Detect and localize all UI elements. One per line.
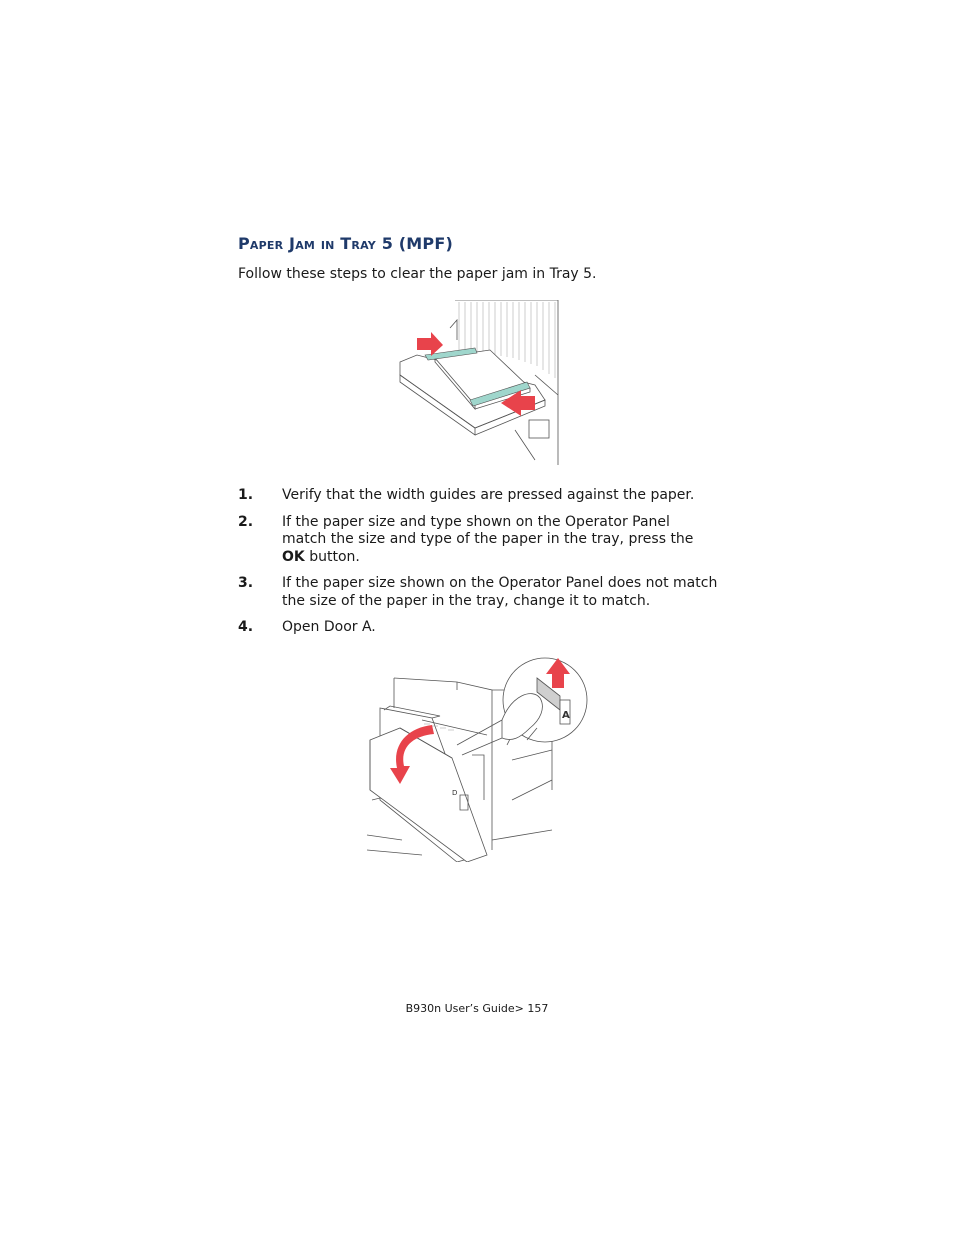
step-text-end: button. (304, 548, 360, 565)
procedure-steps (238, 487, 718, 646)
ok-button-reference: OK (282, 548, 305, 565)
step-number: 1. (238, 487, 254, 503)
step-text: If the paper size and type shown on the Operator Panel match the size and type of the paper in the tray, press the (282, 513, 694, 547)
step-text: If the paper size shown on the Operator Panel does not match the size of the paper in the tray, change it to match. (282, 575, 718, 609)
tray5-width-guides-illustration (395, 300, 560, 465)
page-footer: B930n User’s Guide> 157 (405, 1002, 549, 1015)
step-text: Verify that the width guides are pressed against the paper. (282, 487, 695, 503)
step-4 (238, 619, 718, 637)
step-number: 4. (238, 619, 254, 635)
step-1 (238, 487, 718, 505)
section-heading: Paper Jam in Tray 5 (MPF) (238, 234, 453, 253)
step-number: 3. (238, 575, 254, 591)
step-2 (238, 514, 718, 567)
open-door-a-illustration (362, 650, 590, 862)
intro-text: Follow these steps to clear the paper jam in Tray 5. (238, 266, 597, 282)
step-number: 2. (238, 513, 254, 530)
step-text: Open Door A. (282, 619, 376, 635)
door-d-label: D (452, 789, 458, 797)
step-3 (238, 575, 718, 610)
door-a-label: A (562, 710, 570, 721)
